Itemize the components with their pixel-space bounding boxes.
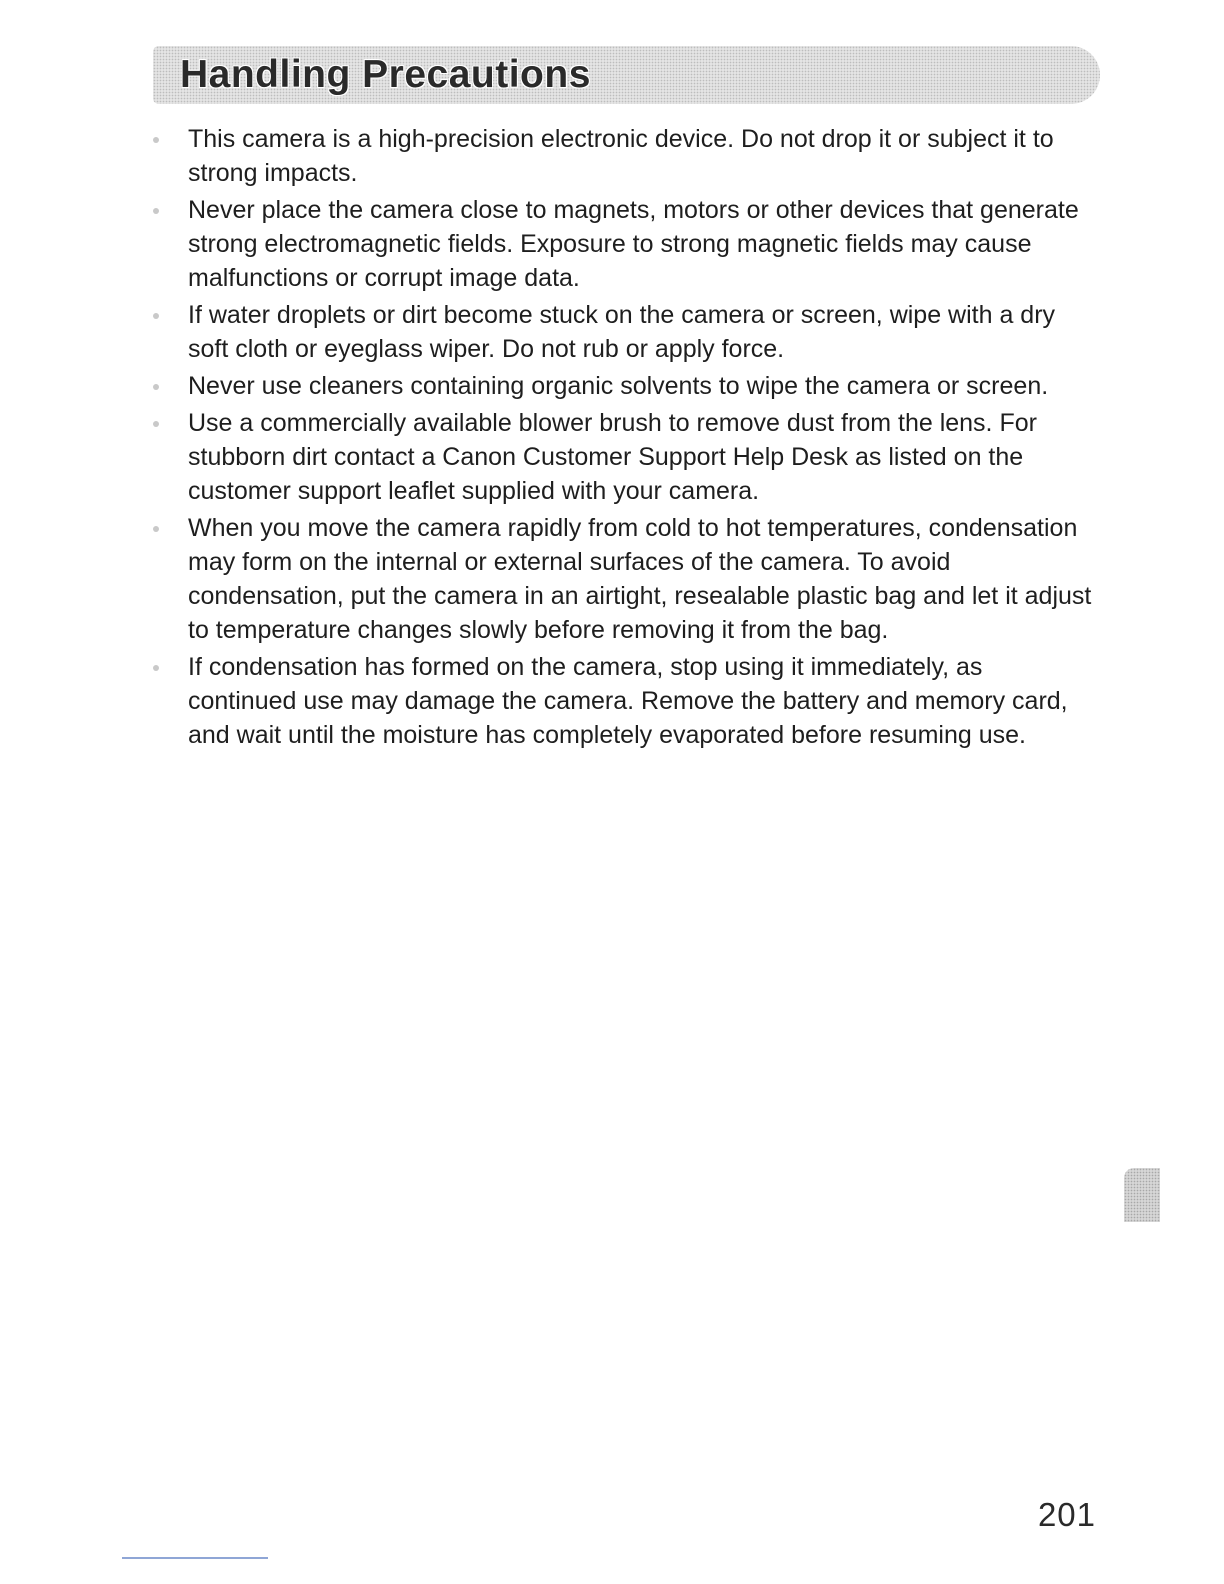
- list-item-text: When you move the camera rapidly from cold to hot temperatures, condensation may form on the internal or external surfaces of the camera. To avoid condensation, put the camera in an airtight, resealable plastic bag and let it adjust to temperature changes slowly before removing it from the bag.: [188, 514, 1092, 644]
- chapter-tab: [1124, 1168, 1160, 1222]
- precautions-list: [152, 122, 1097, 755]
- list-item: [152, 511, 1097, 647]
- list-item-text: Never place the camera close to magnets, motors or other devices that generate strong electromagnetic fields. Exposure to strong magnetic fields may cause malfunctions or corrupt image data.: [188, 196, 1079, 292]
- bullet-icon: [153, 313, 159, 319]
- bullet-icon: [153, 526, 159, 532]
- list-item-text: If condensation has formed on the camera, stop using it immediately, as continued use may damage the camera. Remove the battery and memory card, and wait until the moisture has completely evaporated before resuming use.: [188, 653, 1068, 749]
- list-item: [152, 369, 1097, 403]
- bullet-icon: [153, 665, 159, 671]
- page-title: Handling Precautions: [180, 53, 591, 96]
- bullet-icon: [153, 208, 159, 214]
- footer-divider: [122, 1557, 268, 1559]
- list-item: [152, 650, 1097, 752]
- bullet-icon: [153, 384, 159, 390]
- bullet-icon: [153, 421, 159, 427]
- list-item: [152, 193, 1097, 295]
- list-item: [152, 298, 1097, 366]
- page-number: 201: [1037, 1496, 1096, 1533]
- list-item-text: If water droplets or dirt become stuck on the camera or screen, wipe with a dry soft cloth or eyeglass wiper. Do not rub or apply force.: [188, 301, 1056, 363]
- section-title-banner: [153, 46, 1100, 104]
- list-item-text: Use a commercially available blower brush to remove dust from the lens. For stubborn dirt contact a Canon Customer Support Help Desk as listed on the customer support leaflet supplied with your camera.: [188, 409, 1037, 505]
- list-item: [152, 406, 1097, 508]
- list-item-text: This camera is a high-precision electronic device. Do not drop it or subject it to strong impacts.: [188, 125, 1054, 187]
- bullet-icon: [153, 137, 159, 143]
- list-item-text: Never use cleaners containing organic solvents to wipe the camera or screen.: [188, 372, 1049, 400]
- list-item: [152, 122, 1097, 190]
